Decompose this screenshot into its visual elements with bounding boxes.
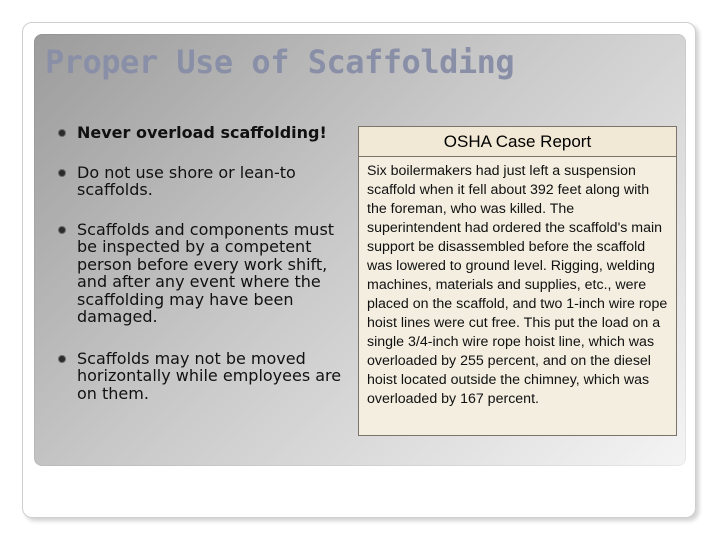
bullet-text: Never overload scaffolding! [77, 123, 327, 142]
bullet-icon [59, 227, 65, 233]
bullet-icon [59, 130, 65, 136]
bullet-item [52, 221, 342, 326]
osha-case-report-box [358, 126, 677, 436]
bullet-item [52, 164, 342, 199]
case-report-title: OSHA Case Report [443, 131, 592, 151]
slide-title: Proper Use of Scaffolding [45, 43, 515, 81]
bullet-text: Do not use shore or lean-to scaffolds. [77, 162, 296, 199]
bullet-text: Scaffolds may not be moved horizontally while employees are on them. [77, 348, 342, 403]
case-report-body: Six boilermakers had just left a suspension scaffold when it fell about 392 feet along with the foreman, who was killed. The superintendent had ordered the scaffold's main support be disassembled before the scaffold was lowered to ground level. Rigging, welding machines, materials and supplies, etc., were placed on the scaffold, and two 1-inch wire rope hoist lines were cut free. This put the load on a single 3/4-inch wire rope hoist line, which was overloaded by 255 percent, and on the diesel hoist located outside the chimney, which was overloaded by 167 percent. [367, 163, 668, 407]
bullet-icon [59, 170, 65, 176]
case-report-header [359, 127, 676, 157]
bullet-text: Scaffolds and components must be inspected by a competent person before every work shift, and after any event where the scaffolding may have been damaged. [77, 219, 335, 326]
bullet-icon [59, 356, 65, 362]
bullet-list [52, 124, 342, 402]
bullet-item [52, 350, 342, 403]
bullet-item [52, 124, 342, 142]
